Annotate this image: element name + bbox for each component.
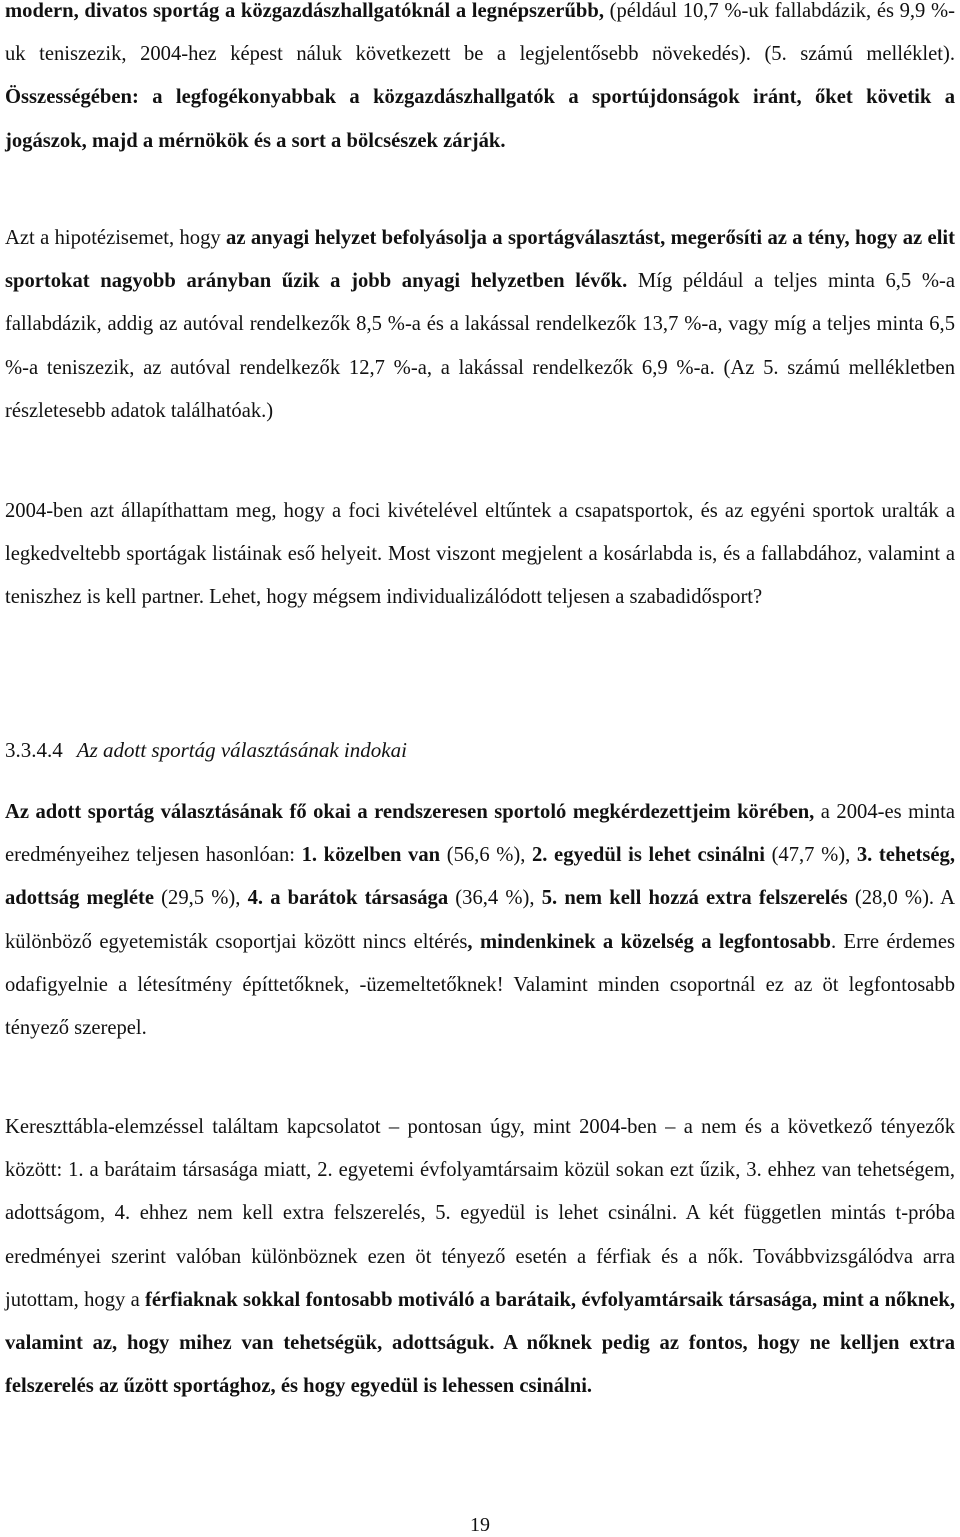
bold-text: férfiaknak sokkal fontosabb motiváló a barátaik, évfolyamtársaik társasága, mint a nőknek, valamint az, hogy mihez van tehetségük, adottságuk. A nőknek pedig az fontos, hogy ne kelljen extra felszerelés az űzött sportághoz, és hogy egyedül is lehessen csinálni.: [5, 1288, 955, 1398]
paragraph-individual-sports: 2004-ben azt állapíthattam meg, hogy a foci kivételével eltűntek a csapatsportok, és az egyéni sportok uralták a legkedveltebb sportágak listáinak eső helyeit. Most viszont megjelent a kosárlabda is, és a fallabdához, valamint a teniszhez is kell partner. Lehet, hogy mégsem individualizálódott teljesen a szabadidősport?: [5, 500, 955, 609]
paragraph-sport-popularity: [5, 0, 955, 163]
section-number: 3.3.4.4: [5, 738, 63, 762]
body-text: (például 10,7 %-uk fallabdázik, és 9,9 %-uk teniszezik, 2004-hez képest náluk következett be a legjelentősebb növekedés). (5. számú melléklet).: [5, 0, 955, 66]
section-title: Az adott sportág választásának indokai: [76, 738, 407, 762]
bold-text: 1. közelben van: [301, 844, 441, 867]
body-text: (28,0 %). A különböző egyetemisták csoportjai között nincs eltérés: [5, 887, 955, 953]
bold-text: 4. a barátok társasága: [247, 887, 449, 910]
document-page: [5, 0, 955, 1537]
body-text: (36,4 %),: [448, 887, 542, 910]
bold-text: 2. egyedül is lehet csinálni: [532, 844, 765, 867]
body-text: (29,5 %),: [154, 887, 248, 910]
bold-text: Az adott sportág választásának fő okai a rendszeresen sportoló megkérdezettjeim körében,: [5, 801, 815, 823]
section-heading: [5, 730, 407, 770]
bold-text: modern, divatos sportág a közgazdászhallgatóknál a legnépszerűbb,: [5, 0, 604, 22]
bold-text: 5. nem kell hozzá extra felszerelés: [541, 887, 848, 910]
body-text: (56,6 %),: [440, 844, 532, 867]
paragraph-crosstab-analysis: [5, 1106, 955, 1408]
bold-text: , mindenkinek a közelség a legfontosabb: [467, 930, 832, 953]
bold-text: 3. tehetség, adottság megléte: [5, 844, 955, 910]
paragraph-financial-hypothesis: [5, 217, 955, 433]
bold-text: Összességében: a legfogékonyabbak a közgazdászhallgatók a sportújdonságok iránt, őket követik a jogászok, majd a mérnökök és a sort a bölcsészek zárják.: [5, 86, 955, 152]
body-text: a 2004-es minta eredményeihez teljesen hasonlóan:: [5, 801, 956, 867]
body-text: (47,7 %),: [764, 844, 857, 867]
body-text: Míg például a teljes minta 6,5 %-a fallabdázik, addig az autóval rendelkezők 8,5 %-a és a lakással rendelkezők 13,7 %-a, vagy míg a teljes minta 6,5 %-a teniszezik, az autóval rendelkezők 12,7 %-a, a lakással rendelkezők 6,9 %-a. (Az 5. számú mellékletben részletesebb adatok találhatóak.): [5, 270, 955, 422]
body-text: Kereszttábla-elemzéssel találtam kapcsolatot – pontosan úgy, mint 2004-ben – a nem és a következő tényezők között: 1. a barátaim társasága miatt, 2. egyetemi évfolyamtársaim közül sokan ezt űzik, 3. ehhez van tehetségem, adottságom, 4. ehhez nem kell extra felszerelés, 5. egyedül is lehet csinálni. A két független mintás t-próba eredményei szerint valóban különböznek ezen öt tényező esetén a férfiak és a nők. Továbbvizsgálódva arra jutottam, hogy a: [5, 1116, 955, 1311]
body-text: . Erre érdemes odafigyelnie a létesítmény építtetőknek, -üzemeltetőknek! Valamint minden csoportnál ez az öt legfontosabb tényező szerepel.: [5, 930, 955, 1040]
paragraph-choice-reasons: [5, 791, 955, 1050]
bold-text: az anyagi helyzet befolyásolja a sportágválasztást, megerősíti az a tény, hogy az elit sportokat nagyobb arányban űzik a jobb anyagi helyzetben lévők.: [5, 227, 955, 293]
body-text: Azt a hipotézisemet, hogy: [5, 227, 227, 249]
page-number: 19: [470, 1514, 490, 1536]
